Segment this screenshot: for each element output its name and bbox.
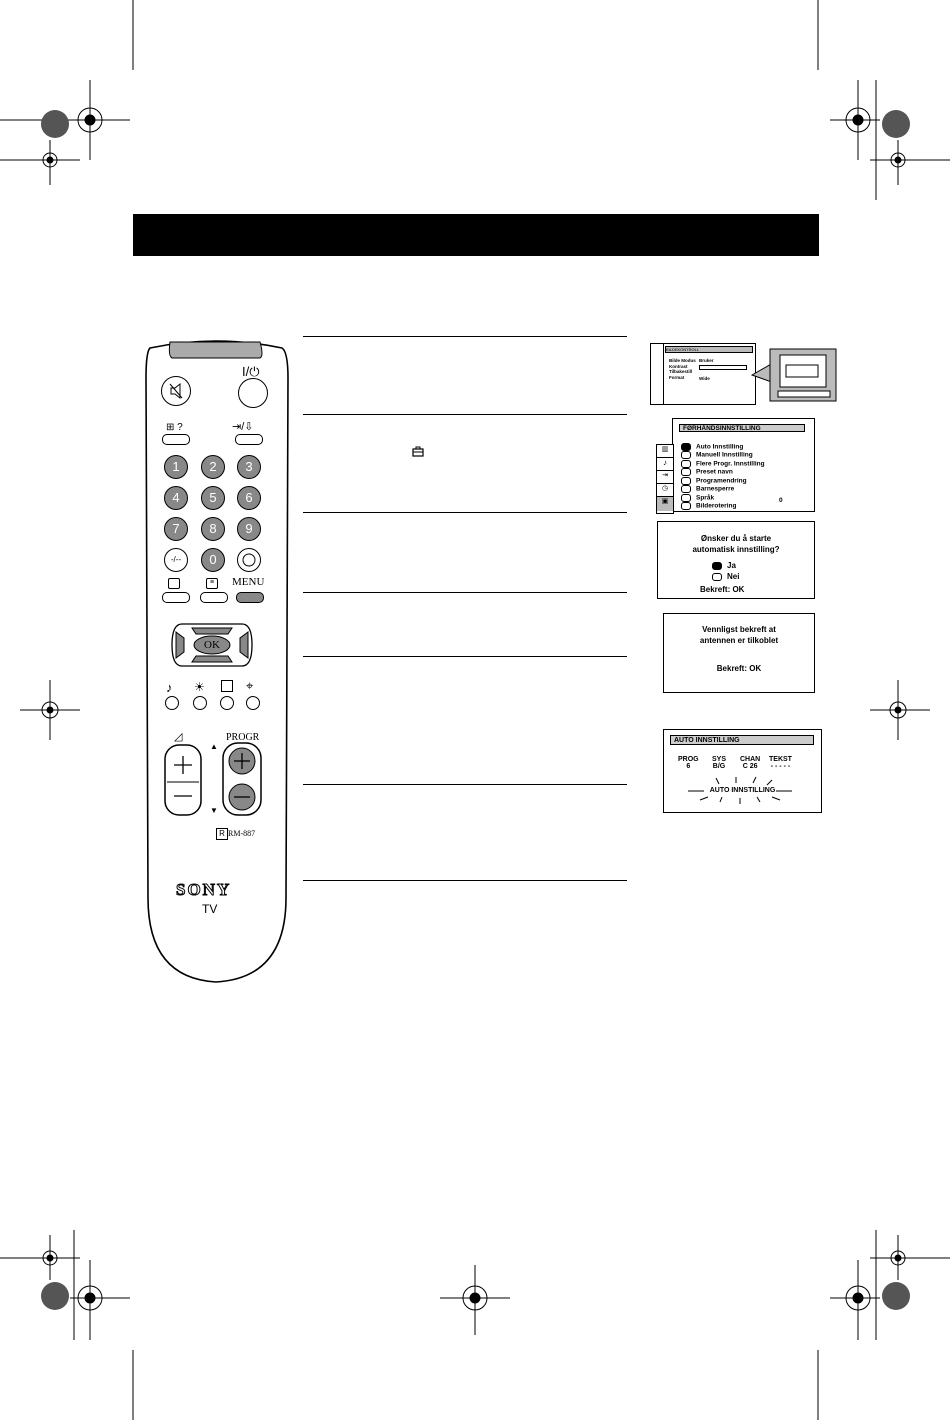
number-button-6[interactable]: 6 (237, 486, 261, 510)
page-up-icon: ▲ (210, 742, 218, 751)
option-no: Nei (727, 572, 740, 581)
mute-icon (162, 377, 190, 405)
model-number: RM-887 (228, 829, 256, 838)
power-label: I/⏻ (242, 364, 260, 379)
digit-toggle-button[interactable]: -/-- (164, 548, 188, 572)
picture-button[interactable] (193, 696, 207, 710)
number-button-3[interactable]: 3 (237, 455, 261, 479)
mute-button[interactable] (161, 376, 191, 406)
picture-menu-icon: ▥ (657, 445, 673, 458)
divider (303, 656, 627, 657)
divider (303, 880, 627, 881)
divider (303, 414, 627, 415)
auto-tuning-title: AUTO INNSTILLING (670, 735, 814, 745)
remote-control (140, 338, 292, 986)
question-line-1: Ønsker du å starte (700, 534, 772, 543)
recall-icon (238, 549, 260, 571)
volume-icon: ◿ (174, 731, 183, 743)
divider (303, 512, 627, 513)
page-down-icon: ▼ (210, 806, 218, 815)
antenna-confirm: Bekreft: OK (716, 664, 762, 673)
number-button-0[interactable]: 0 (201, 548, 225, 572)
timer-menu-icon: ◷ (657, 484, 673, 497)
rotation-value: 0 (779, 497, 783, 504)
preset-menu-items: Auto Innstilling Manuell Innstilling Flere Progr. Innstilling Preset navn Programendring Barnesperre Språk Bilderotering (681, 443, 765, 510)
confirm-text: Bekreft: OK (700, 585, 745, 594)
screen-icon (221, 680, 233, 692)
tv-set-illustration (720, 345, 840, 405)
number-button-5[interactable]: 5 (201, 486, 225, 510)
sys-column: SYS B/G (712, 756, 727, 770)
ok-button[interactable]: OK (204, 639, 220, 651)
menu-label: MENU (232, 576, 265, 588)
tekst-column: TEKST - - - - - (769, 756, 792, 770)
info-button[interactable] (162, 434, 190, 445)
position-button[interactable] (246, 696, 260, 710)
number-button-7[interactable]: 7 (164, 517, 188, 541)
position-icon: ⌖ (246, 678, 254, 693)
screen-button[interactable] (220, 696, 234, 710)
recall-button[interactable] (237, 548, 261, 572)
divider (303, 784, 627, 785)
brightness-icon: ☀ (194, 680, 205, 694)
chan-column: CHAN C 26 (740, 756, 761, 770)
preset-menu-screen (672, 418, 815, 512)
number-button-8[interactable]: 8 (201, 517, 225, 541)
input-button[interactable] (235, 434, 263, 445)
volume-rocker[interactable] (164, 744, 204, 816)
setup-icon (412, 446, 424, 457)
number-button-1[interactable]: 1 (164, 455, 188, 479)
menu-icon-bar (656, 444, 674, 514)
tv-icon (168, 578, 180, 589)
r-mark: R (216, 828, 228, 840)
teletext-button[interactable] (200, 592, 228, 603)
input-icon: ⇥/⇩ (232, 421, 254, 433)
power-button[interactable] (238, 378, 268, 408)
picture-menu-items: Bilde Modus Kontrast Tilbakestill Format (669, 358, 696, 380)
menu-button[interactable] (236, 592, 264, 603)
product-label: TV (202, 902, 218, 916)
auto-tuning-status: AUTO INNSTILLING (709, 787, 776, 794)
searching-indicator (664, 776, 821, 812)
question-line-2: automatisk innstilling? (692, 545, 780, 554)
option-yes: Ja (727, 561, 736, 570)
picture-menu-values: Bruker Wide (699, 358, 747, 382)
preset-menu-title: FØRHÅNDSINNSTILLING (679, 424, 805, 432)
sound-button[interactable] (165, 696, 179, 710)
setup-menu-icon: ▣ (657, 497, 673, 511)
number-button-2[interactable]: 2 (201, 455, 225, 479)
info-icon: ⊞ ? (166, 422, 183, 433)
divider (303, 592, 627, 593)
progr-label: PROGR (226, 732, 260, 743)
sound-menu-icon: ♪ (657, 458, 673, 471)
antenna-line-2: antennen er tilkoblet (699, 636, 779, 645)
brand-logo: SONY (176, 880, 232, 899)
divider (303, 336, 627, 337)
number-button-4[interactable]: 4 (164, 486, 188, 510)
auto-tuning-screen (663, 729, 822, 813)
sound-icon: ♪ (166, 680, 173, 695)
program-rocker[interactable] (222, 742, 264, 816)
picture-menu-title: BILDEKONTROLL (665, 346, 753, 353)
auto-tune-question-screen (657, 521, 815, 599)
features-menu-icon: ⇥ (657, 471, 673, 484)
antenna-check-screen (663, 613, 815, 693)
number-button-9[interactable]: 9 (237, 517, 261, 541)
antenna-line-1: Vennligst bekreft at (702, 625, 776, 634)
header-banner (133, 214, 819, 256)
tv-mode-button[interactable] (162, 592, 190, 603)
teletext-icon: ≡ (206, 578, 218, 589)
prog-column: PROG 6 (678, 756, 699, 770)
